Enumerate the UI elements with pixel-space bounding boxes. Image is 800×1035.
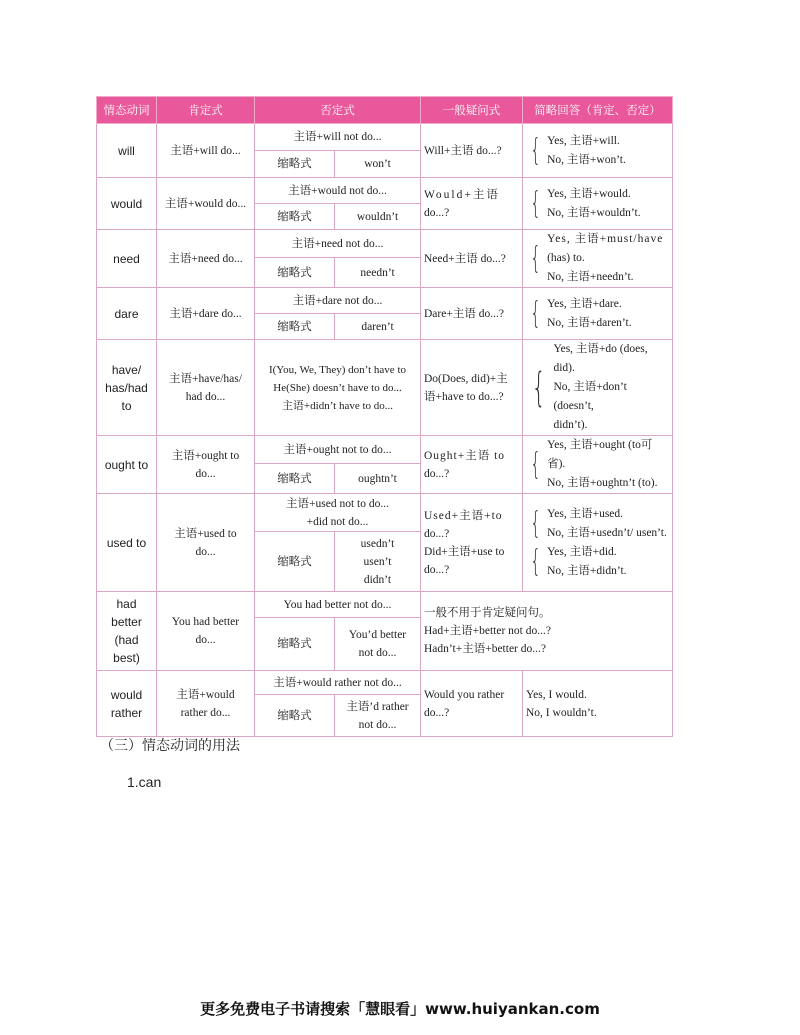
answer-cell	[523, 340, 673, 436]
question-line: do...?	[424, 206, 450, 219]
table-row	[97, 230, 673, 258]
short-form-line: 主语’d rather	[346, 700, 409, 713]
table-row	[97, 592, 673, 618]
answer-cell	[523, 494, 673, 592]
affirmative-cell: 主语+dare do...	[157, 288, 255, 340]
table-row	[97, 288, 673, 314]
affirmative-line: do...	[195, 634, 216, 646]
negative-cell	[255, 494, 421, 532]
question-line: do...?	[424, 706, 450, 719]
question-cell: Will+主语 do...?	[421, 124, 523, 178]
modal-line: rather	[110, 705, 143, 720]
answer-line: No, 主语+usedn’t/ usen’t.	[547, 526, 667, 539]
answer-line: Yes, 主语+used.	[547, 507, 624, 520]
footer-text: 更多免费电子书请搜索「慧眼看」www.huiyankan.com	[200, 1000, 600, 1018]
answer-cell	[523, 124, 673, 178]
answer-cell	[523, 230, 673, 288]
note-line: 一般不用于肯定疑问句。	[424, 607, 551, 619]
modal-cell: will	[97, 124, 157, 178]
affirmative-line: do...	[195, 545, 216, 558]
short-form-line: didn’t	[363, 573, 392, 586]
affirmative-cell	[157, 494, 255, 592]
answer-cell	[523, 671, 673, 737]
affirmative-cell	[157, 340, 255, 436]
affirmative-cell: 主语+will do...	[157, 124, 255, 178]
answer-cell	[523, 436, 673, 494]
answer-line: Yes, 主语+did.	[547, 545, 617, 558]
answer-line: No, 主语+daren’t.	[547, 316, 632, 329]
negative-line: I(You, We, They) don’t have to	[268, 363, 406, 376]
brace-icon: {	[530, 505, 541, 541]
table-row	[97, 124, 673, 151]
modal-cell: ought to	[97, 436, 157, 494]
brace-icon: {	[530, 185, 541, 221]
question-cell: Dare+主语 do...?	[421, 288, 523, 340]
negative-line: 主语+didn’t have to do...	[281, 399, 394, 412]
modal-line: have/	[111, 362, 142, 377]
answer-line: (has) to.	[547, 252, 585, 264]
modal-cell: dare	[97, 288, 157, 340]
question-line: do...?	[424, 527, 450, 540]
answer-line: No, 主语+didn’t.	[547, 564, 627, 577]
question-line: 语+have to do...?	[424, 390, 504, 403]
question-line: Would+主语	[424, 188, 500, 201]
negative-line: 主语+used not to do...	[286, 497, 389, 510]
short-form-cell: won’t	[335, 151, 421, 178]
answer-line: No, 主语+don’t (doesn’t,	[553, 381, 627, 412]
affirmative-cell	[157, 436, 255, 494]
short-label-cell: 缩略式	[255, 532, 335, 592]
question-cell: Need+主语 do...?	[421, 230, 523, 288]
header-negative: 否定式	[255, 97, 421, 124]
short-form-cell: needn’t	[335, 258, 421, 288]
brace-icon: {	[530, 132, 541, 168]
negative-line: He(She) doesn’t have to do...	[273, 381, 402, 394]
answer-line: didn’t).	[553, 419, 588, 431]
short-form-line: not do...	[358, 718, 397, 731]
modal-line: has/had	[105, 380, 148, 395]
question-line: do...?	[424, 563, 450, 576]
short-form-line: usedn’t	[360, 537, 395, 550]
short-label-cell: 缩略式	[255, 204, 335, 230]
short-form-line: You’d better	[348, 629, 407, 641]
negative-cell: 主语+need not do...	[255, 230, 421, 258]
question-cell	[421, 671, 523, 737]
affirmative-line: do...	[195, 467, 216, 480]
answer-line: No, 主语+won’t.	[547, 153, 626, 166]
affirmative-cell	[157, 592, 255, 671]
brace-icon: {	[530, 240, 541, 276]
short-form-cell	[335, 532, 421, 592]
question-cell	[421, 178, 523, 230]
answer-line: Yes, 主语+do (does, did).	[553, 343, 648, 374]
question-line: Ought+主语 to	[424, 449, 506, 462]
table-row	[97, 494, 673, 532]
answer-cell	[523, 178, 673, 230]
brace-icon: {	[531, 364, 546, 411]
negative-cell: 主语+would rather not do...	[255, 671, 421, 695]
question-line: do...?	[424, 467, 450, 480]
brace-icon: {	[530, 446, 541, 482]
question-answer-cell	[421, 592, 673, 671]
short-label-cell: 缩略式	[255, 151, 335, 178]
modal-cell	[97, 592, 157, 671]
affirmative-line: rather do...	[180, 706, 231, 719]
answer-line: Yes, 主语+dare.	[547, 297, 622, 310]
short-form-cell: oughtn’t	[335, 464, 421, 494]
short-form-line: not do...	[358, 647, 397, 659]
answer-line: Yes, 主语+ought (to可省).	[547, 439, 653, 470]
affirmative-line: 主语+used to	[174, 527, 237, 540]
short-form-cell	[335, 618, 421, 671]
affirmative-line: 主语+have/has/	[169, 372, 242, 385]
subsection-heading: 1.can	[127, 774, 162, 790]
negative-cell: 主语+dare not do...	[255, 288, 421, 314]
table-row	[97, 340, 673, 436]
question-line: Would you rather	[424, 688, 505, 701]
modal-cell	[97, 340, 157, 436]
affirmative-line: 主语+would	[176, 688, 235, 701]
brace-icon: {	[530, 543, 541, 579]
negative-cell	[255, 340, 421, 436]
short-form-cell	[335, 695, 421, 737]
answer-line: Yes, I would.	[526, 688, 587, 701]
short-label-cell: 缩略式	[255, 464, 335, 494]
negative-cell: 主语+ought not to do...	[255, 436, 421, 464]
negative-cell: You had better not do...	[255, 592, 421, 618]
answer-line: No, 主语+oughtn’t (to).	[547, 477, 658, 489]
short-label-cell: 缩略式	[255, 314, 335, 340]
modal-line: best)	[113, 651, 140, 665]
table-row	[97, 178, 673, 204]
section-heading: （三）情态动词的用法	[100, 738, 240, 754]
answer-line: Yes, 主语+must/have	[547, 233, 664, 245]
short-form-cell: daren’t	[335, 314, 421, 340]
table-row	[97, 436, 673, 464]
question-line: Had+主语+better not do...?	[424, 625, 551, 637]
affirmative-line: had do...	[185, 390, 226, 403]
question-line: Do(Does, did)+主	[424, 372, 508, 385]
affirmative-cell: 主语+would do...	[157, 178, 255, 230]
question-line: Hadn’t+主语+better do...?	[424, 643, 546, 655]
answer-line: No, 主语+wouldn’t.	[547, 206, 641, 219]
question-cell	[421, 436, 523, 494]
modal-cell: would	[97, 178, 157, 230]
answer-cell	[523, 288, 673, 340]
short-label-cell: 缩略式	[255, 618, 335, 671]
negative-line: +did not do...	[306, 515, 369, 528]
affirmative-cell	[157, 671, 255, 737]
modal-cell: need	[97, 230, 157, 288]
question-cell	[421, 340, 523, 436]
modal-line: (had	[114, 633, 139, 647]
modal-line: had	[116, 597, 137, 611]
answer-line: Yes, 主语+will.	[547, 134, 620, 147]
modal-cell	[97, 671, 157, 737]
question-line: Did+主语+use to	[424, 545, 505, 558]
affirmative-line: You had better	[171, 616, 240, 628]
answer-line: No, 主语+needn’t.	[547, 271, 634, 283]
header-affirmative: 肯定式	[157, 97, 255, 124]
short-label-cell: 缩略式	[255, 695, 335, 737]
negative-cell: 主语+will not do...	[255, 124, 421, 151]
table-row	[97, 671, 673, 695]
affirmative-line: 主语+ought to	[171, 449, 240, 462]
modal-line: would	[110, 687, 143, 702]
brace-icon: {	[530, 295, 541, 331]
header-modal: 情态动词	[97, 97, 157, 124]
header-short-answer: 简略回答（肯定、否定）	[523, 97, 673, 124]
question-line: Used+主语+to	[424, 509, 503, 522]
table-header-row	[97, 97, 673, 124]
modal-verbs-table	[96, 96, 673, 737]
short-form-line: usen’t	[363, 555, 392, 568]
short-label-cell: 缩略式	[255, 258, 335, 288]
header-question: 一般疑问式	[421, 97, 523, 124]
modal-cell: used to	[97, 494, 157, 592]
modal-line: to	[121, 398, 132, 413]
short-form-cell: wouldn’t	[335, 204, 421, 230]
affirmative-cell: 主语+need do...	[157, 230, 255, 288]
answer-line: No, I wouldn’t.	[526, 706, 597, 719]
negative-cell: 主语+would not do...	[255, 178, 421, 204]
modal-line: better	[111, 615, 142, 629]
answer-line: Yes, 主语+would.	[547, 187, 631, 200]
question-cell	[421, 494, 523, 592]
